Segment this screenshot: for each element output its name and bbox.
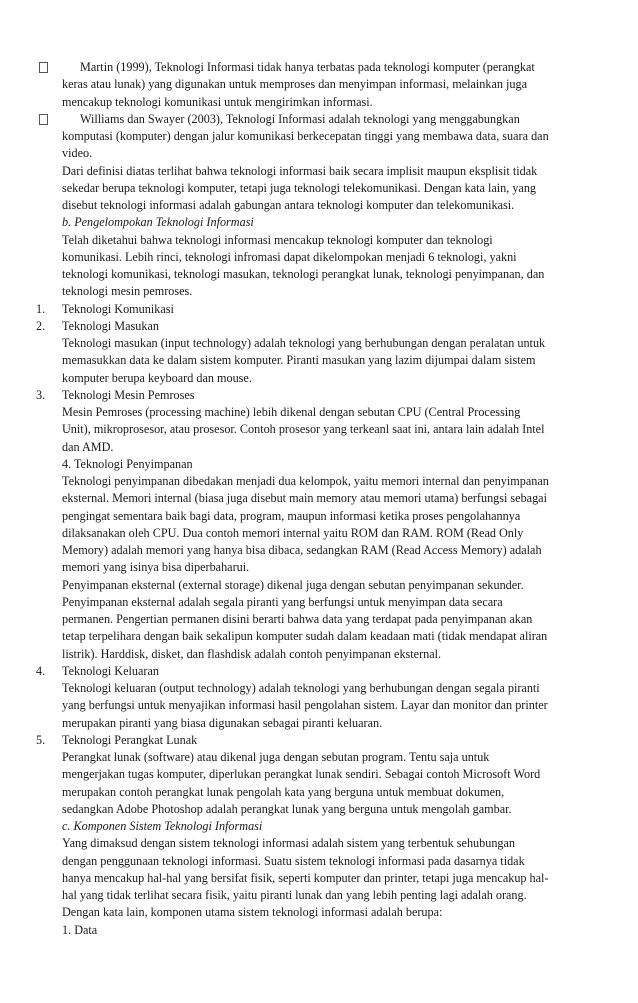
list-item-heading: Teknologi Keluaran xyxy=(62,663,159,678)
text-line: komputasi (komputer) dengan jalur komunikasi berkecepatan tinggi yang membawa data, suara dan xyxy=(62,129,549,143)
text-line: Yang dimaksud dengan sistem teknologi informasi adalah sistem yang terbentuk sehubungan xyxy=(62,836,516,851)
text-line: teknologi komunikasi, teknologi masukan, teknologi perangkat lunak, teknologi penyimpanan, dan xyxy=(62,267,545,281)
text-line: teknologi mesin pemroses. xyxy=(62,284,193,299)
list-number: 2. xyxy=(36,318,46,333)
list-number: 1. xyxy=(36,301,46,316)
text-line: Telah diketahui bahwa teknologi informasi mencakup teknologi komputer dan teknologi xyxy=(62,232,493,247)
text-line: sekedar berupa teknologi komputer, tetapi juga teknologi telekomunikasi. Dengan kata lain, yang xyxy=(62,180,537,195)
text-line: keras atau lunak) yang digunakan untuk memproses dan menyimpan informasi, melainkan juga xyxy=(62,77,528,92)
text-line: mencakup teknologi komunikasi untuk mengirimkan informasi. xyxy=(62,94,373,109)
text-line: hanya mencakup hal-hal yang bersifat fisik, seperti komputer dan printer, tetapi juga mencakup hal- xyxy=(62,870,549,885)
text-line: mengerjakan tugas komputer, diperlukan perangkat lunak sendiri. Sebagai contoh Microsoft Word xyxy=(62,767,541,782)
text-line: memori yang isinya bisa diperbaharui. xyxy=(62,560,250,575)
text-line: Teknologi penyimpanan dibedakan menjadi dua kelompok, yaitu memori internal dan penyimpanan xyxy=(62,474,549,488)
text-line: Penyimpanan eksternal (external storage) dikenal juga dengan sebutan penyimpanan sekunder. xyxy=(62,577,524,592)
list-number: 5. xyxy=(36,732,46,747)
text-line: komputer berupa keyboard dan mouse. xyxy=(62,370,252,385)
text-line: merupakan contoh perangkat lunak pengolah kata yang berguna untuk membuat dokumen, xyxy=(62,784,505,799)
list-item-heading: Teknologi Perangkat Lunak xyxy=(62,732,198,747)
text-line: Martin (1999), Teknologi Informasi tidak hanya terbatas pada teknologi komputer (perangkat xyxy=(80,60,535,74)
text-line: dan AMD. xyxy=(62,439,114,454)
text-line: disebut teknologi informasi adalah gabungan antara teknologi komputer dan telekomunikasi. xyxy=(62,198,515,212)
list-item-heading: Teknologi Masukan xyxy=(62,318,159,333)
text-line: dilaksanakan oleh CPU. Dua contoh memori internal yaitu ROM dan RAM. ROM (Read Only xyxy=(62,525,524,540)
text-line: pengingat sementara baik bagi data, program, maupun informasi ketika proses pengolahannya xyxy=(62,508,521,523)
section-heading: c. Komponen Sistem Teknologi Informasi xyxy=(62,819,263,833)
text-line: Teknologi masukan (input technology) adalah teknologi yang berhubungan dengan peralatan untuk xyxy=(62,336,546,350)
text-line: Memory) adalah memori yang hanya bisa dibaca, sedangkan RAM (Read Access Memory) adalah xyxy=(62,543,542,557)
text-line: merupakan piranti yang biasa digunakan sebagai piranti keluaran. xyxy=(62,715,383,730)
text-line: video. xyxy=(62,146,93,161)
list-number: 4. xyxy=(36,663,46,678)
text-line: listrik). Harddisk, disket, dan flashdisk adalah contoh penyimpanan eksternal. xyxy=(62,646,442,661)
text-line: dengan penggunaan teknologi informasi. Suatu sistem teknologi informasi pada dasarnya tidak xyxy=(62,853,525,868)
text-line: tetap terpelihara dengan baik sekalipun komputer sudah dalam keadaan mati (tidak mendapat aliran xyxy=(62,629,548,644)
text-line: eksternal. Memori internal (biasa juga disebut main memory atau memori utama) berfungsi sebagai xyxy=(62,491,547,506)
text-line: Dari definisi diatas terlihat bahwa teknologi informasi baik secara implisit maupun eksplisit tidak xyxy=(62,163,538,178)
text-line: komunikasi. Lebih rinci, teknologi infromasi dapat dikelompokan menjadi 6 teknologi, yakni xyxy=(62,249,517,264)
section-heading: b. Pengelompokan Teknologi Informasi xyxy=(62,215,254,230)
text-line: 1. Data xyxy=(62,922,98,937)
text-line: hal yang tidak terlihat secara fisik, yaitu piranti lunak dan yang lebih penting lagi adalah orang. xyxy=(62,888,527,902)
list-number: 3. xyxy=(36,387,46,402)
bullet-box-icon xyxy=(39,114,48,125)
text-line: Dengan kata lain, komponen utama sistem teknologi informasi adalah berupa: xyxy=(62,905,443,920)
text-line: Mesin Pemroses (processing machine) lebih dikenal dengan sebutan CPU (Central Processing xyxy=(62,405,521,419)
list-item-heading: Teknologi Mesin Pemroses xyxy=(62,387,195,402)
text-line: sedangkan Adobe Photoshop adalah perangkat lunak yang berguna untuk mengolah gambar. xyxy=(62,801,512,816)
list-item-heading: Teknologi Komunikasi xyxy=(62,301,174,316)
text-line: permanen. Pengertian permanen disini berarti bahwa data yang terdapat pada penyimpanan akan xyxy=(62,612,533,626)
text-line: Penyimpanan eksternal adalah segala piranti yang berfungsi untuk menyimpan data secara xyxy=(62,594,503,609)
text-line: yang berfungsi untuk menyajikan informasi hasil pengolahan sistem. Layar dan monitor dan printer xyxy=(62,698,548,713)
text-line: Teknologi keluaran (output technology) adalah teknologi yang berhubungan dengan segala piranti xyxy=(62,681,540,695)
text-line: memasukkan data ke dalam sistem komputer. Piranti masukan yang lazim dijumpai dalam sistem xyxy=(62,353,536,368)
text-line: Williams dan Swayer (2003), Teknologi Informasi adalah teknologi yang menggabungkan xyxy=(80,111,520,126)
text-line: Unit), mikroprosesor, atau prosesor. Contoh prosesor yang terkeanl saat ini, antara lain adalah Intel xyxy=(62,422,545,437)
text-line: 4. Teknologi Penyimpanan xyxy=(62,456,193,471)
bullet-box-icon xyxy=(39,62,48,73)
text-line: Perangkat lunak (software) atau dikenal juga dengan sebutan program. Tentu saja untuk xyxy=(62,750,490,764)
